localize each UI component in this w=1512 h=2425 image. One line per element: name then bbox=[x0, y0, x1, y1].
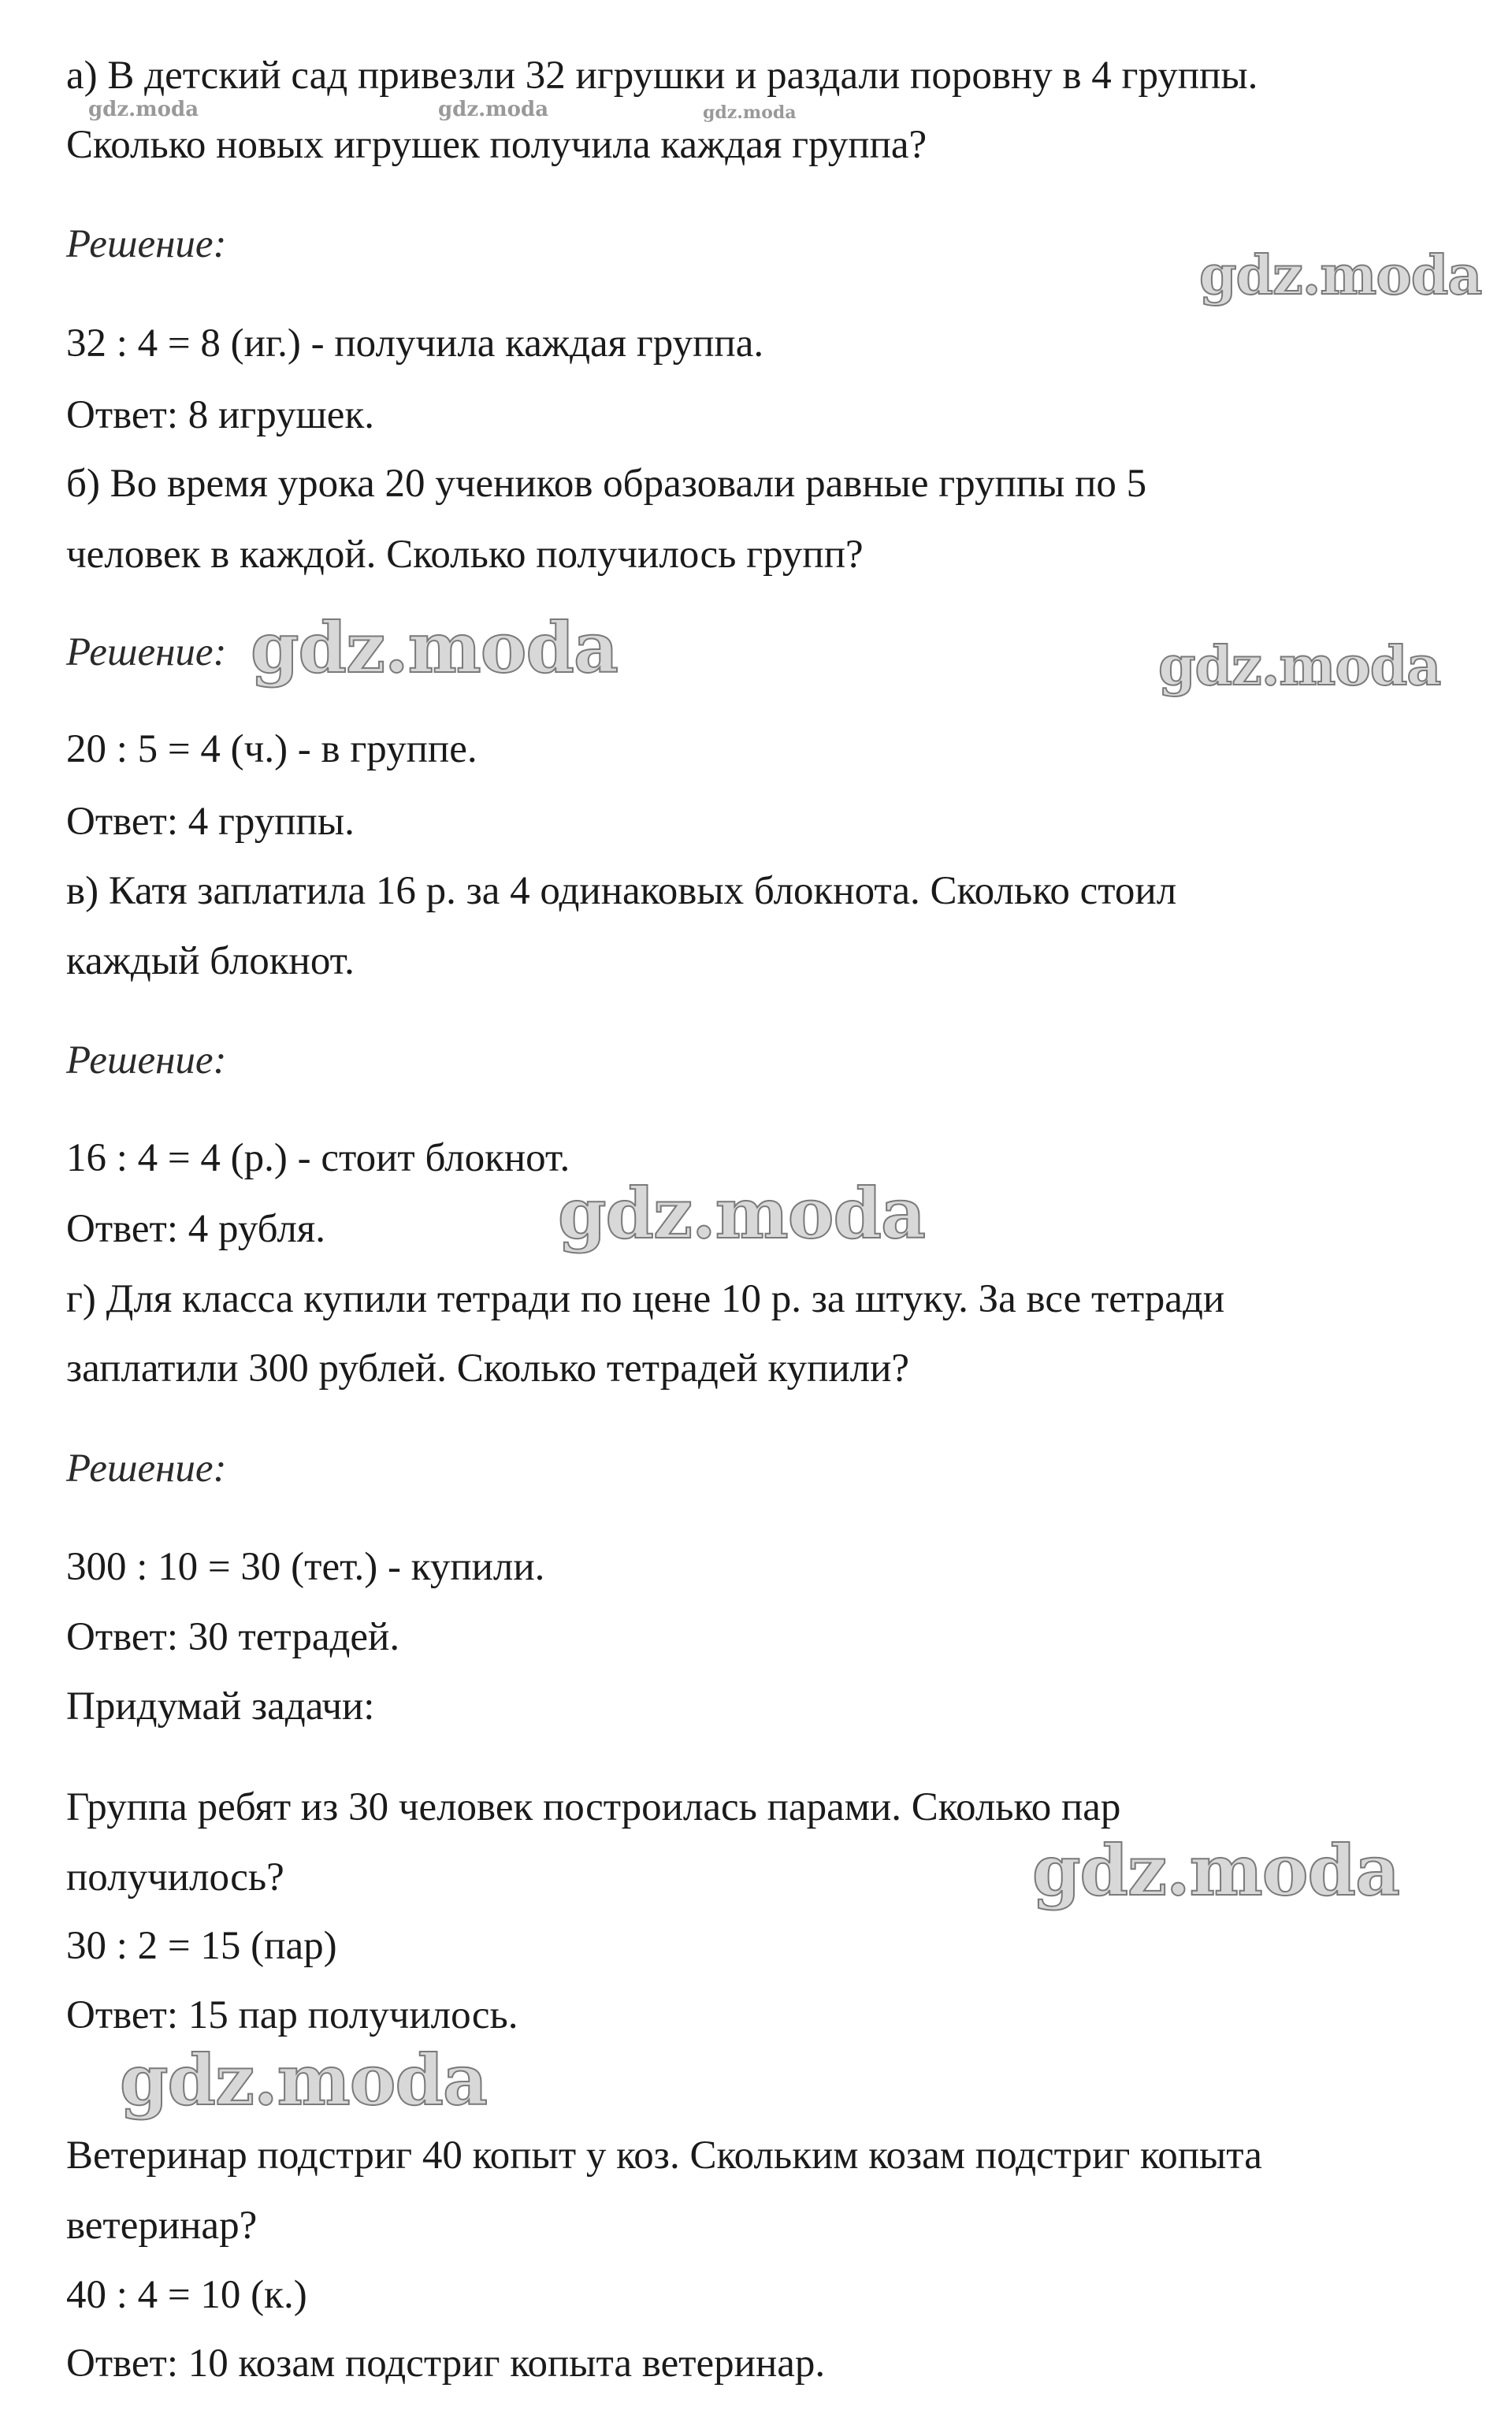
solution-label-b: Решение: bbox=[66, 630, 227, 674]
task-c-answer: Ответ: 4 рубля. bbox=[66, 1207, 325, 1251]
watermark: gdz.moda bbox=[251, 607, 619, 689]
task-b-line-2: человек в каждой. Сколько получилось групп? bbox=[66, 533, 864, 577]
task-e-line-1: Группа ребят из 30 человек построилась парами. Сколько пар bbox=[66, 1785, 1121, 1829]
solution-label-a: Решение: bbox=[66, 222, 227, 266]
task-f-answer: Ответ: 10 козам подстриг копыта ветеринар. bbox=[66, 2341, 826, 2386]
watermark: gdz.moda bbox=[120, 2039, 488, 2121]
watermark: gdz.moda bbox=[88, 98, 199, 121]
solution-label-d: Решение: bbox=[66, 1446, 227, 1491]
task-a-line-1: а) В детский сад привезли 32 игрушки и раздали поровну в 4 группы. bbox=[66, 54, 1258, 98]
task-c-line-1: в) Катя заплатила 16 р. за 4 одинаковых блокнота. Сколько стоил bbox=[66, 869, 1177, 913]
task-b-calculation: 20 : 5 = 4 (ч.) - в группе. bbox=[66, 727, 477, 771]
task-a-line-2: Сколько новых игрушек получила каждая группа? bbox=[66, 123, 927, 167]
task-a-calculation: 32 : 4 = 8 (иг.) - получила каждая группа. bbox=[66, 321, 764, 366]
task-f-calculation: 40 : 4 = 10 (к.) bbox=[66, 2273, 307, 2317]
task-a-answer: Ответ: 8 игрушек. bbox=[66, 393, 374, 437]
task-e-line-2: получилось? bbox=[66, 1855, 284, 1900]
invent-tasks-heading: Придумай задачи: bbox=[66, 1684, 375, 1729]
watermark: gdz.moda bbox=[1158, 635, 1441, 698]
task-f-line-2: ветеринар? bbox=[66, 2204, 258, 2248]
task-c-line-2: каждый блокнот. bbox=[66, 939, 355, 983]
task-d-line-1: г) Для класса купили тетради по цене 10 р. за штуку. За все тетради bbox=[66, 1277, 1225, 1321]
watermark: gdz.moda bbox=[558, 1172, 926, 1254]
task-c-calculation: 16 : 4 = 4 (р.) - стоит блокнот. bbox=[66, 1136, 570, 1180]
task-d-line-2: заплатили 300 рублей. Сколько тетрадей купили? bbox=[66, 1346, 910, 1391]
watermark: gdz.moda bbox=[703, 102, 797, 123]
watermark: gdz.moda bbox=[1032, 1829, 1400, 1911]
watermark: gdz.moda bbox=[1199, 244, 1482, 307]
task-b-line-1: б) Во время урока 20 учеников образовали равные группы по 5 bbox=[66, 462, 1147, 506]
task-e-answer: Ответ: 15 пар получилось. bbox=[66, 1993, 518, 2037]
task-f-line-1: Ветеринар подстриг 40 копыт у коз. Скольким козам подстриг копыта bbox=[66, 2133, 1262, 2178]
solution-label-c: Решение: bbox=[66, 1038, 227, 1083]
task-d-calculation: 300 : 10 = 30 (тет.) - купили. bbox=[66, 1545, 545, 1589]
task-b-answer: Ответ: 4 группы. bbox=[66, 800, 355, 844]
task-d-answer: Ответ: 30 тетрадей. bbox=[66, 1615, 400, 1659]
watermark: gdz.moda bbox=[438, 98, 549, 121]
task-e-calculation: 30 : 2 = 15 (пар) bbox=[66, 1924, 337, 1968]
